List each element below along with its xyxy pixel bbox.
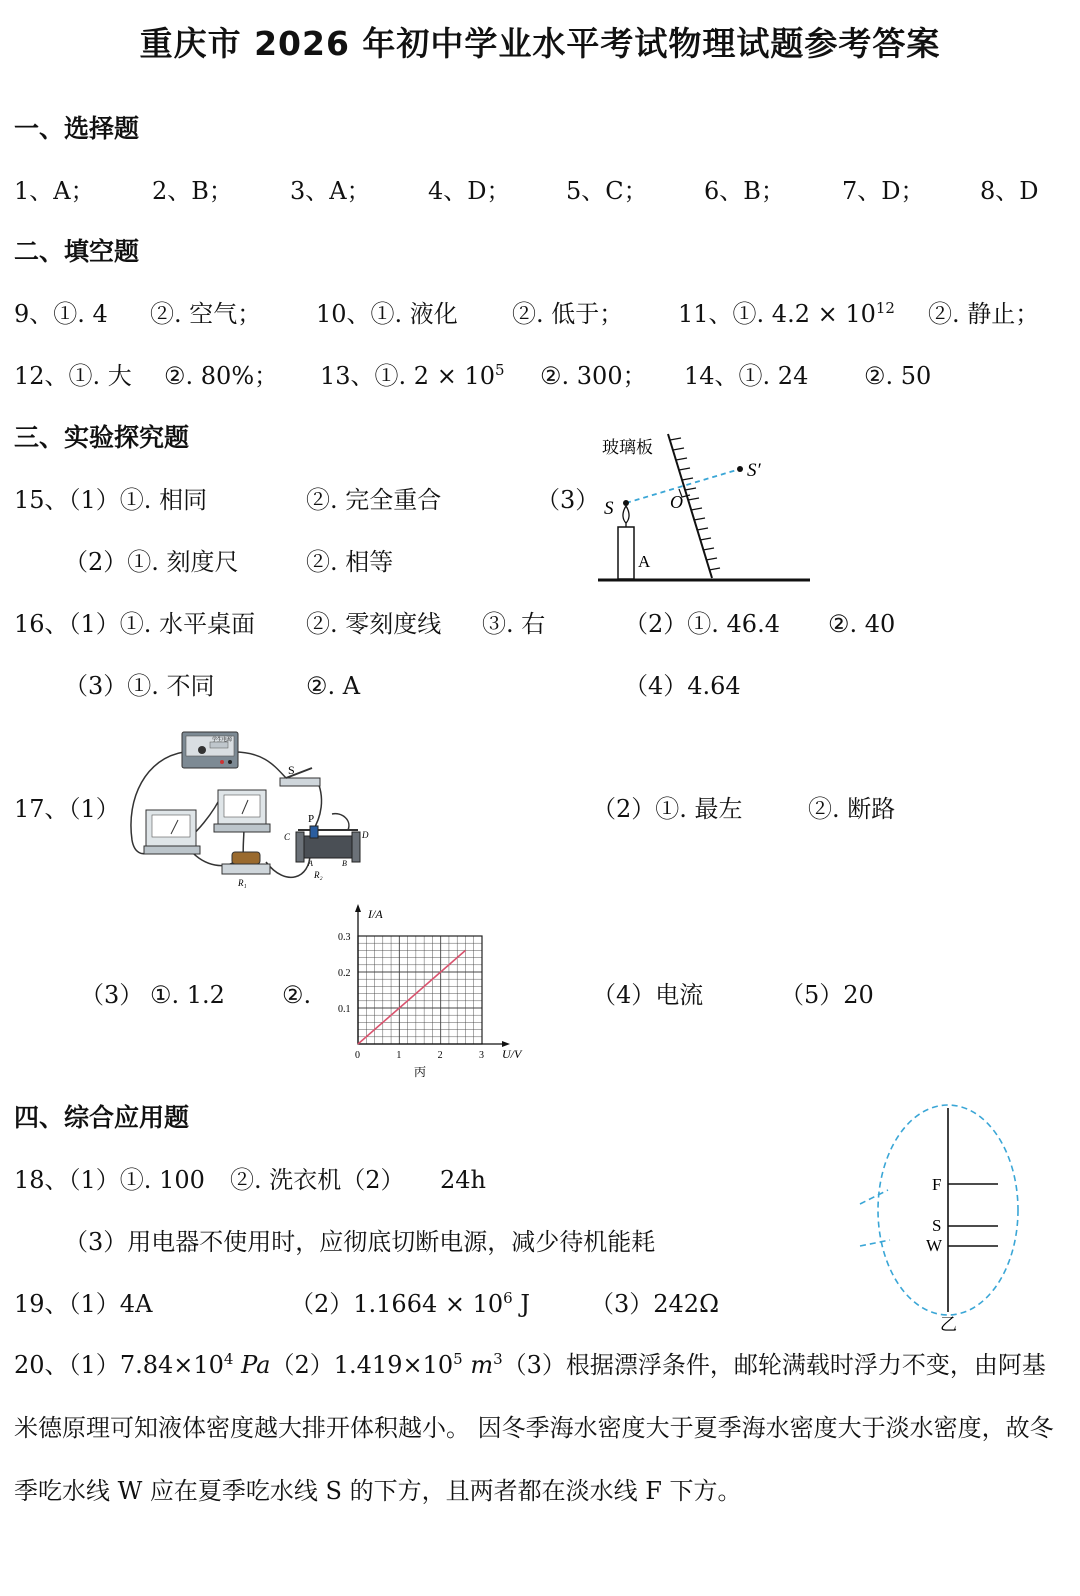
label-s-prime: S′ — [747, 460, 761, 481]
q19-3: （3）242Ω — [590, 1290, 719, 1318]
iu-chart — [320, 900, 540, 1085]
page-title: 重庆市 2026 年初中学业水平考试物理试题参考答案 — [139, 24, 941, 63]
q17-2-a: （2）①. 最左 — [592, 795, 743, 823]
q15-2-b: ②. 相等 — [306, 548, 394, 576]
label-slider-p: P — [308, 813, 315, 825]
q16-3-b: ②. A — [306, 672, 361, 700]
section-heading-choice: 一、选择题 — [14, 114, 140, 143]
label-s: S — [604, 498, 614, 519]
glass-plate-label: 玻璃板 — [602, 438, 653, 457]
x-tick-label: 2 — [437, 1050, 443, 1061]
q18-1-b: ②. 洗衣机（2） — [230, 1166, 405, 1194]
section-heading-application: 四、综合应用题 — [14, 1103, 190, 1132]
fill-10-a: 10、①. 液化 — [316, 300, 458, 328]
q17-2-b: ②. 断路 — [808, 795, 896, 823]
q15-1-a: 15、（1）①. 相同 — [14, 486, 208, 514]
section-heading-experiment: 三、实验探究题 — [14, 423, 190, 452]
waterline-figure — [852, 1100, 1032, 1335]
fill-12-b: ②. 80%； — [164, 362, 279, 390]
fill-11-exponent: 12 — [875, 299, 895, 317]
q16-2-b: ②. 40 — [828, 610, 896, 638]
candle-flame — [623, 506, 629, 523]
chart-caption: 丙 — [414, 1065, 427, 1079]
choice-answer-4: 4、D； — [428, 177, 511, 205]
fill-10-b: ②. 低于； — [512, 300, 624, 328]
x-tick-label: 1 — [396, 1050, 402, 1061]
label-a: A — [638, 552, 651, 571]
figure-caption-yi: 乙 — [940, 1315, 957, 1334]
q19-1: 19、（1）4A — [14, 1290, 153, 1318]
q16-1-b: ②. 零刻度线 — [306, 610, 442, 638]
y-tick-label: 0.2 — [338, 968, 351, 979]
label-w: W — [926, 1236, 943, 1255]
iu-series-line — [358, 950, 465, 1044]
circuit-figure — [126, 728, 386, 890]
x-tick-label: 3 — [479, 1050, 484, 1061]
q15-3-label: （3） — [536, 486, 600, 514]
q17-1-label: 17、（1） — [14, 795, 120, 823]
label-f: F — [932, 1175, 942, 1194]
label-r2: R₂ — [314, 870, 323, 880]
rheostat-r2 — [284, 813, 369, 880]
choice-answer-6: 6、B； — [704, 177, 785, 205]
fill-9-b: ②. 空气； — [150, 300, 262, 328]
q17-5: （5）20 — [780, 981, 874, 1009]
q17-4: （4）电流 — [592, 981, 704, 1009]
choice-answer-8: 8、D — [980, 177, 1039, 205]
fill-11-a: 11、①. $4.2 \times 10^{12}$ — [678, 299, 895, 328]
q19-2: $(2)1.1664 \times 10^6$ J — [290, 1289, 530, 1318]
label-terminal-a: A — [308, 859, 313, 868]
resistor-r1 — [222, 852, 270, 888]
fill-9-a: 9、①. 4 — [14, 300, 108, 328]
mirror-figure — [590, 426, 820, 588]
q16-1-a: 16、（1）①. 水平桌面 — [14, 610, 256, 638]
q16-4: （4）4.64 — [624, 672, 741, 700]
choice-answer-5: 5、C； — [566, 177, 648, 205]
section-heading-fill: 二、填空题 — [14, 237, 140, 266]
choice-answer-2: 2、B； — [152, 177, 233, 205]
y-axis-arrow — [355, 904, 361, 912]
y-tick-label: 0.1 — [338, 1004, 351, 1015]
q15-1-b: ②. 完全重合 — [306, 486, 442, 514]
q17-3-b: ②. — [282, 981, 312, 1009]
q16-1-c: ③. 右 — [482, 610, 546, 638]
q18-2: 24h — [440, 1166, 486, 1194]
label-switch-s: S — [288, 763, 295, 777]
fill-14-b: ②. 50 — [864, 362, 932, 390]
switch-s — [280, 763, 320, 786]
label-terminal-d: D — [362, 830, 369, 840]
choice-answer-1: 1、A； — [14, 177, 95, 205]
label-terminal-c: C — [284, 832, 291, 842]
q16-3-a: （3）①. 不同 — [64, 672, 215, 700]
x-axis-label: U/V — [502, 1047, 522, 1061]
fill-13-b: ②. 300； — [540, 362, 647, 390]
q18-3: （3）用电器不使用时，应彻底切断电源，减少待机能耗 — [64, 1228, 656, 1256]
point-s-prime — [737, 466, 743, 472]
x-tick-label: 0 — [355, 1050, 360, 1061]
ammeter — [144, 810, 200, 854]
fill-12-a: 12、①. 大 — [14, 362, 132, 390]
q17-3-a: ①. 1.2 — [150, 981, 225, 1009]
label-terminal-b: B — [342, 859, 347, 868]
q15-2-a: （2）①. 刻度尺 — [64, 548, 239, 576]
y-axis-label: I/A — [368, 907, 383, 921]
q20-answer: 20、$(1)7.84\times 10^4$ $Pa(2)1.419\times 10^5$ $m^3(3)$根据漂浮条件，邮轮满载时浮力不变，由阿基米德原理可知液体密度越大排开体积越小。 因冬季海水密度大于夏季海水密度大于淡水密度，故冬季吃水线 W 应在夏季吃水线 S 的下方，且两者都在淡水线 F 下方。 — [14, 1350, 1054, 1505]
fill-13-a: 13、①. $2 \times 10^5$ — [320, 361, 505, 390]
q20-explanation: （3）根据漂浮条件，邮轮满载时浮力不变，由阿基米德原理可知液体密度越大排开体积越小。 因冬季海水密度大于夏季海水密度大于淡水密度，故冬季吃水线 W 应在夏季吃水线 S 的下方，且两者都在淡水线 F 下方。 — [14, 1351, 1054, 1505]
fill-14-a: 14、①. 24 — [684, 362, 809, 390]
choice-answer-7: 7、D； — [842, 177, 925, 205]
q18-1-a: 18、（1）①. 100 — [14, 1166, 205, 1194]
candle-a — [618, 527, 634, 579]
voltmeter — [214, 790, 270, 832]
q16-2-a: （2）①. 46.4 — [624, 610, 780, 638]
q19-exponent: 6 — [503, 1289, 513, 1307]
label-o: O — [670, 492, 683, 512]
label-s-line: S — [932, 1216, 942, 1235]
power-supply-label: 学生电源 — [212, 738, 233, 743]
fill-11-b: ②. 静止； — [928, 300, 1040, 328]
y-tick-label: 0.3 — [338, 932, 351, 943]
power-supply — [182, 732, 238, 768]
q17-3-label: （3） — [80, 981, 144, 1009]
fill-13-exponent: 5 — [494, 361, 505, 379]
label-r1: R₁ — [238, 878, 247, 888]
choice-answer-3: 3、A； — [290, 177, 371, 205]
